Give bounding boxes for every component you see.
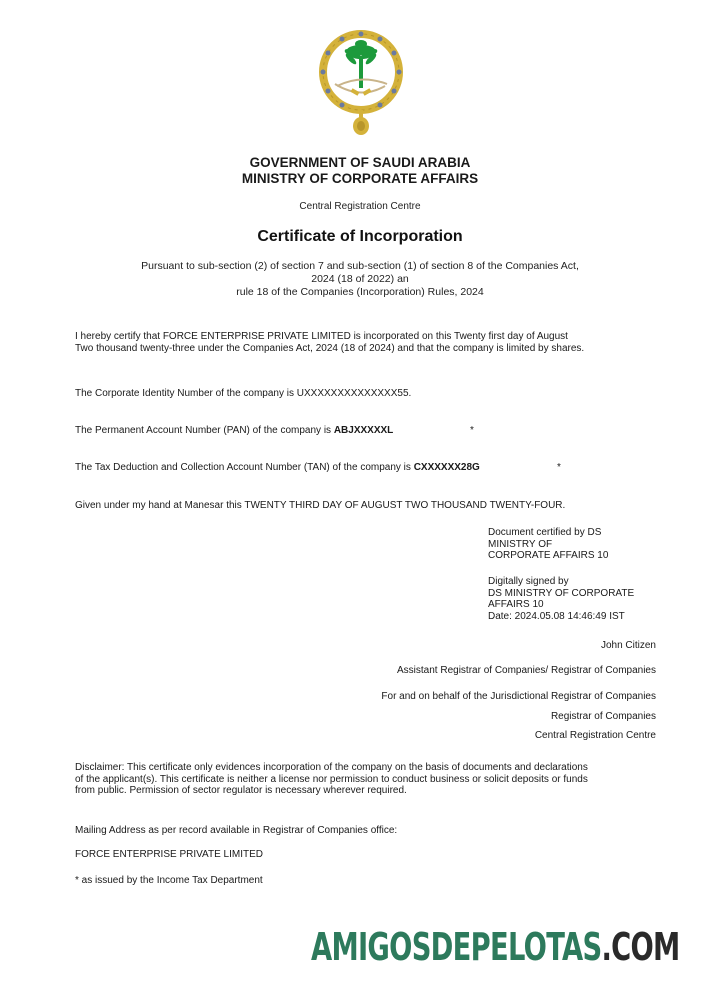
disclaimer-line: Disclaimer: This certificate only evidences incorporation of the company on the basis of documents and declarations	[75, 762, 588, 773]
certification-statement	[75, 331, 655, 354]
certified-line: CORPORATE AFFAIRS 10	[488, 550, 609, 561]
registrar-line: Registrar of Companies	[550, 711, 656, 722]
mailing-address-label: Mailing Address as per record available in Registrar of Companies office:	[75, 825, 398, 836]
pursuant-line: rule 18 of the Companies (Incorporation) Rules, 2024	[236, 286, 484, 298]
digital-line: Digitally signed by	[488, 576, 569, 587]
registration-centre-line: Central Registration Centre	[534, 730, 656, 741]
pan-label: The Permanent Account Number (PAN) of the company is	[75, 425, 334, 436]
pursuant-line: Pursuant to sub-section (2) of section 7 and sub-section (1) of section 8 of the Companies Act,	[141, 260, 579, 272]
site-watermark	[311, 925, 680, 969]
tan-value: CXXXXXX28G	[413, 462, 480, 473]
disclaimer-line: from public. Permission of sector regulator is necessary wherever required.	[75, 785, 407, 796]
digital-line: DS MINISTRY OF CORPORATE	[488, 587, 635, 599]
pan-footnote-marker: *	[470, 425, 474, 436]
certify-line: Two thousand twenty-three under the Companies Act, 2024 (18 of 2024) and that the company is limited by shares.	[75, 342, 585, 354]
pan-statement	[75, 425, 655, 437]
government-line: GOVERNMENT OF SAUDI ARABIA	[249, 155, 471, 170]
watermark-tld: .COM	[601, 925, 680, 969]
digital-signature-block	[488, 576, 634, 622]
pursuant-line: 2024 (18 of 2022) an	[311, 273, 409, 285]
cin-statement	[75, 388, 655, 400]
pursuant-clause	[0, 260, 720, 299]
saudi-arabia-emblem-icon	[313, 28, 409, 140]
on-behalf-line: For and on behalf of the Jurisdictional Registrar of Companies	[381, 691, 656, 702]
certified-line: MINISTRY OF	[488, 538, 553, 550]
disclaimer	[75, 762, 655, 797]
registration-centre: Central Registration Centre	[299, 201, 421, 212]
digital-line: Date: 2024.05.08 14:46:49 IST	[488, 610, 625, 622]
tan-statement	[75, 462, 655, 474]
footnote: * as issued by the Income Tax Department	[75, 875, 263, 886]
signatory-name: John Citizen	[600, 640, 656, 651]
certify-line: I hereby certify that FORCE ENTERPRISE PRIVATE LIMITED is incorporated on this Twenty first day of August	[75, 331, 568, 342]
cin-label: The Corporate Identity Number of the company is	[75, 388, 297, 399]
mailing-address-name: FORCE ENTERPRISE PRIVATE LIMITED	[75, 849, 263, 860]
watermark-main: AMIGOSDEPELOTAS	[311, 925, 602, 969]
government-heading	[0, 155, 720, 187]
digital-line: AFFAIRS 10	[488, 599, 544, 610]
tan-footnote-marker: *	[557, 462, 561, 473]
pan-value: ABJXXXXXL	[333, 425, 394, 436]
ministry-line: MINISTRY OF CORPORATE AFFAIRS	[241, 171, 479, 186]
signatory-role: Assistant Registrar of Companies/ Registrar of Companies	[397, 665, 656, 676]
tan-label: The Tax Deduction and Collection Account Number (TAN) of the company is	[75, 462, 414, 473]
certificate-title: Certificate of Incorporation	[257, 228, 463, 245]
certified-by-block	[488, 527, 608, 562]
disclaimer-line: of the applicant(s). This certificate is neither a license nor permission to conduct business or solicit deposits or funds	[75, 773, 588, 785]
cin-value: UXXXXXXXXXXXXXX55.	[296, 388, 412, 399]
certified-line: Document certified by DS	[488, 527, 602, 538]
given-statement: Given under my hand at Manesar this TWENTY THIRD DAY OF AUGUST TWO THOUSAND TWENTY-FOUR.	[75, 500, 566, 511]
